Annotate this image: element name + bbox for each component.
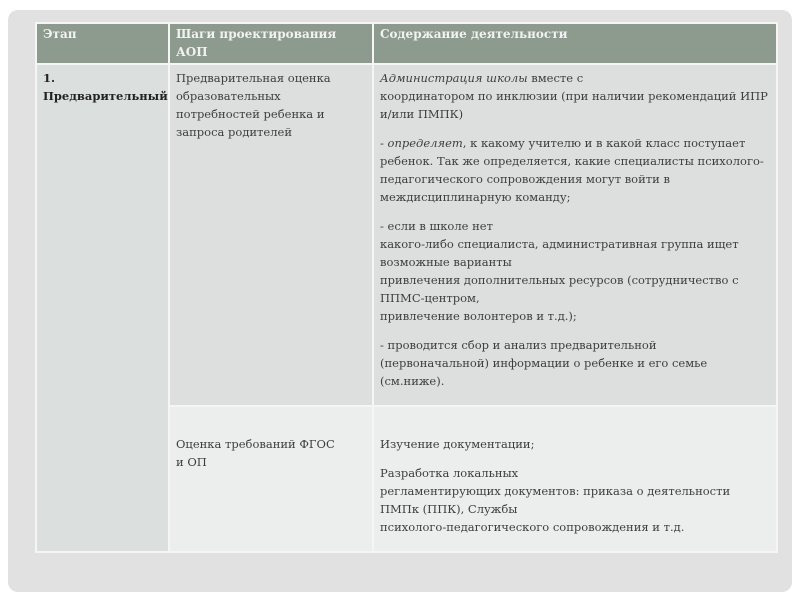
step-text: Предварительная оценка образовательных потребностей ребенка и запроса родителей — [176, 71, 331, 139]
text: Изучение документации; — [380, 437, 535, 451]
content-paragraph — [380, 435, 770, 453]
text: - проводится сбор и анализ предварительной — [380, 338, 657, 352]
text: Оценка требований ФГОС — [176, 437, 335, 451]
content-paragraph — [380, 464, 770, 536]
content-paragraph — [380, 134, 770, 206]
header-stage: Этап — [36, 23, 169, 64]
content-cell — [373, 64, 777, 406]
text: Разработка локальных — [380, 466, 519, 480]
text: координатором по инклюзии (при наличии рекомендаций ИПР и/или ПМПК) — [380, 89, 768, 121]
text: (первоначальной) информации о ребенке и его семье (см.ниже). — [380, 356, 708, 388]
stage-number: 1. — [43, 71, 56, 85]
text: какого-либо специалиста, административная группа ищет возможные варианты — [380, 237, 739, 269]
text: привлечение волонтеров и т.д.); — [380, 309, 577, 323]
header-content: Содержание деятельности — [373, 23, 777, 64]
text: , к какому учителю и в какой класс поступает ребенок. Так же определяется, какие специалисты психолого-педагогического сопровождения могут войти в междисциплинарную команду; — [380, 136, 764, 204]
stage-cell — [36, 64, 169, 552]
header-steps: Шаги проектирования АОП — [169, 23, 373, 64]
text: - — [380, 136, 388, 150]
content-paragraph — [380, 69, 770, 123]
text: и ОП — [176, 455, 207, 469]
content-paragraph — [380, 336, 770, 390]
text: вместе с — [527, 71, 584, 85]
content-paragraph — [380, 217, 770, 325]
table-header-row — [36, 23, 777, 64]
design-steps-table — [35, 22, 778, 553]
table-row — [36, 64, 777, 406]
step-cell — [169, 64, 373, 406]
text: - если в школе нет — [380, 219, 493, 233]
step-cell — [169, 406, 373, 552]
content-cell — [373, 406, 777, 552]
text: привлечения дополнительных ресурсов (сотрудничество с ППМС-центром, — [380, 273, 739, 305]
stage-name: Предварительный — [43, 89, 168, 103]
emphasis: определяет — [387, 136, 463, 150]
text: психолого-педагогического сопровождения и т.д. — [380, 520, 685, 534]
text: регламентирующих документов: приказа о деятельности ПМПк (ППК), Службы — [380, 484, 731, 516]
emphasis: Администрация школы — [380, 71, 528, 85]
